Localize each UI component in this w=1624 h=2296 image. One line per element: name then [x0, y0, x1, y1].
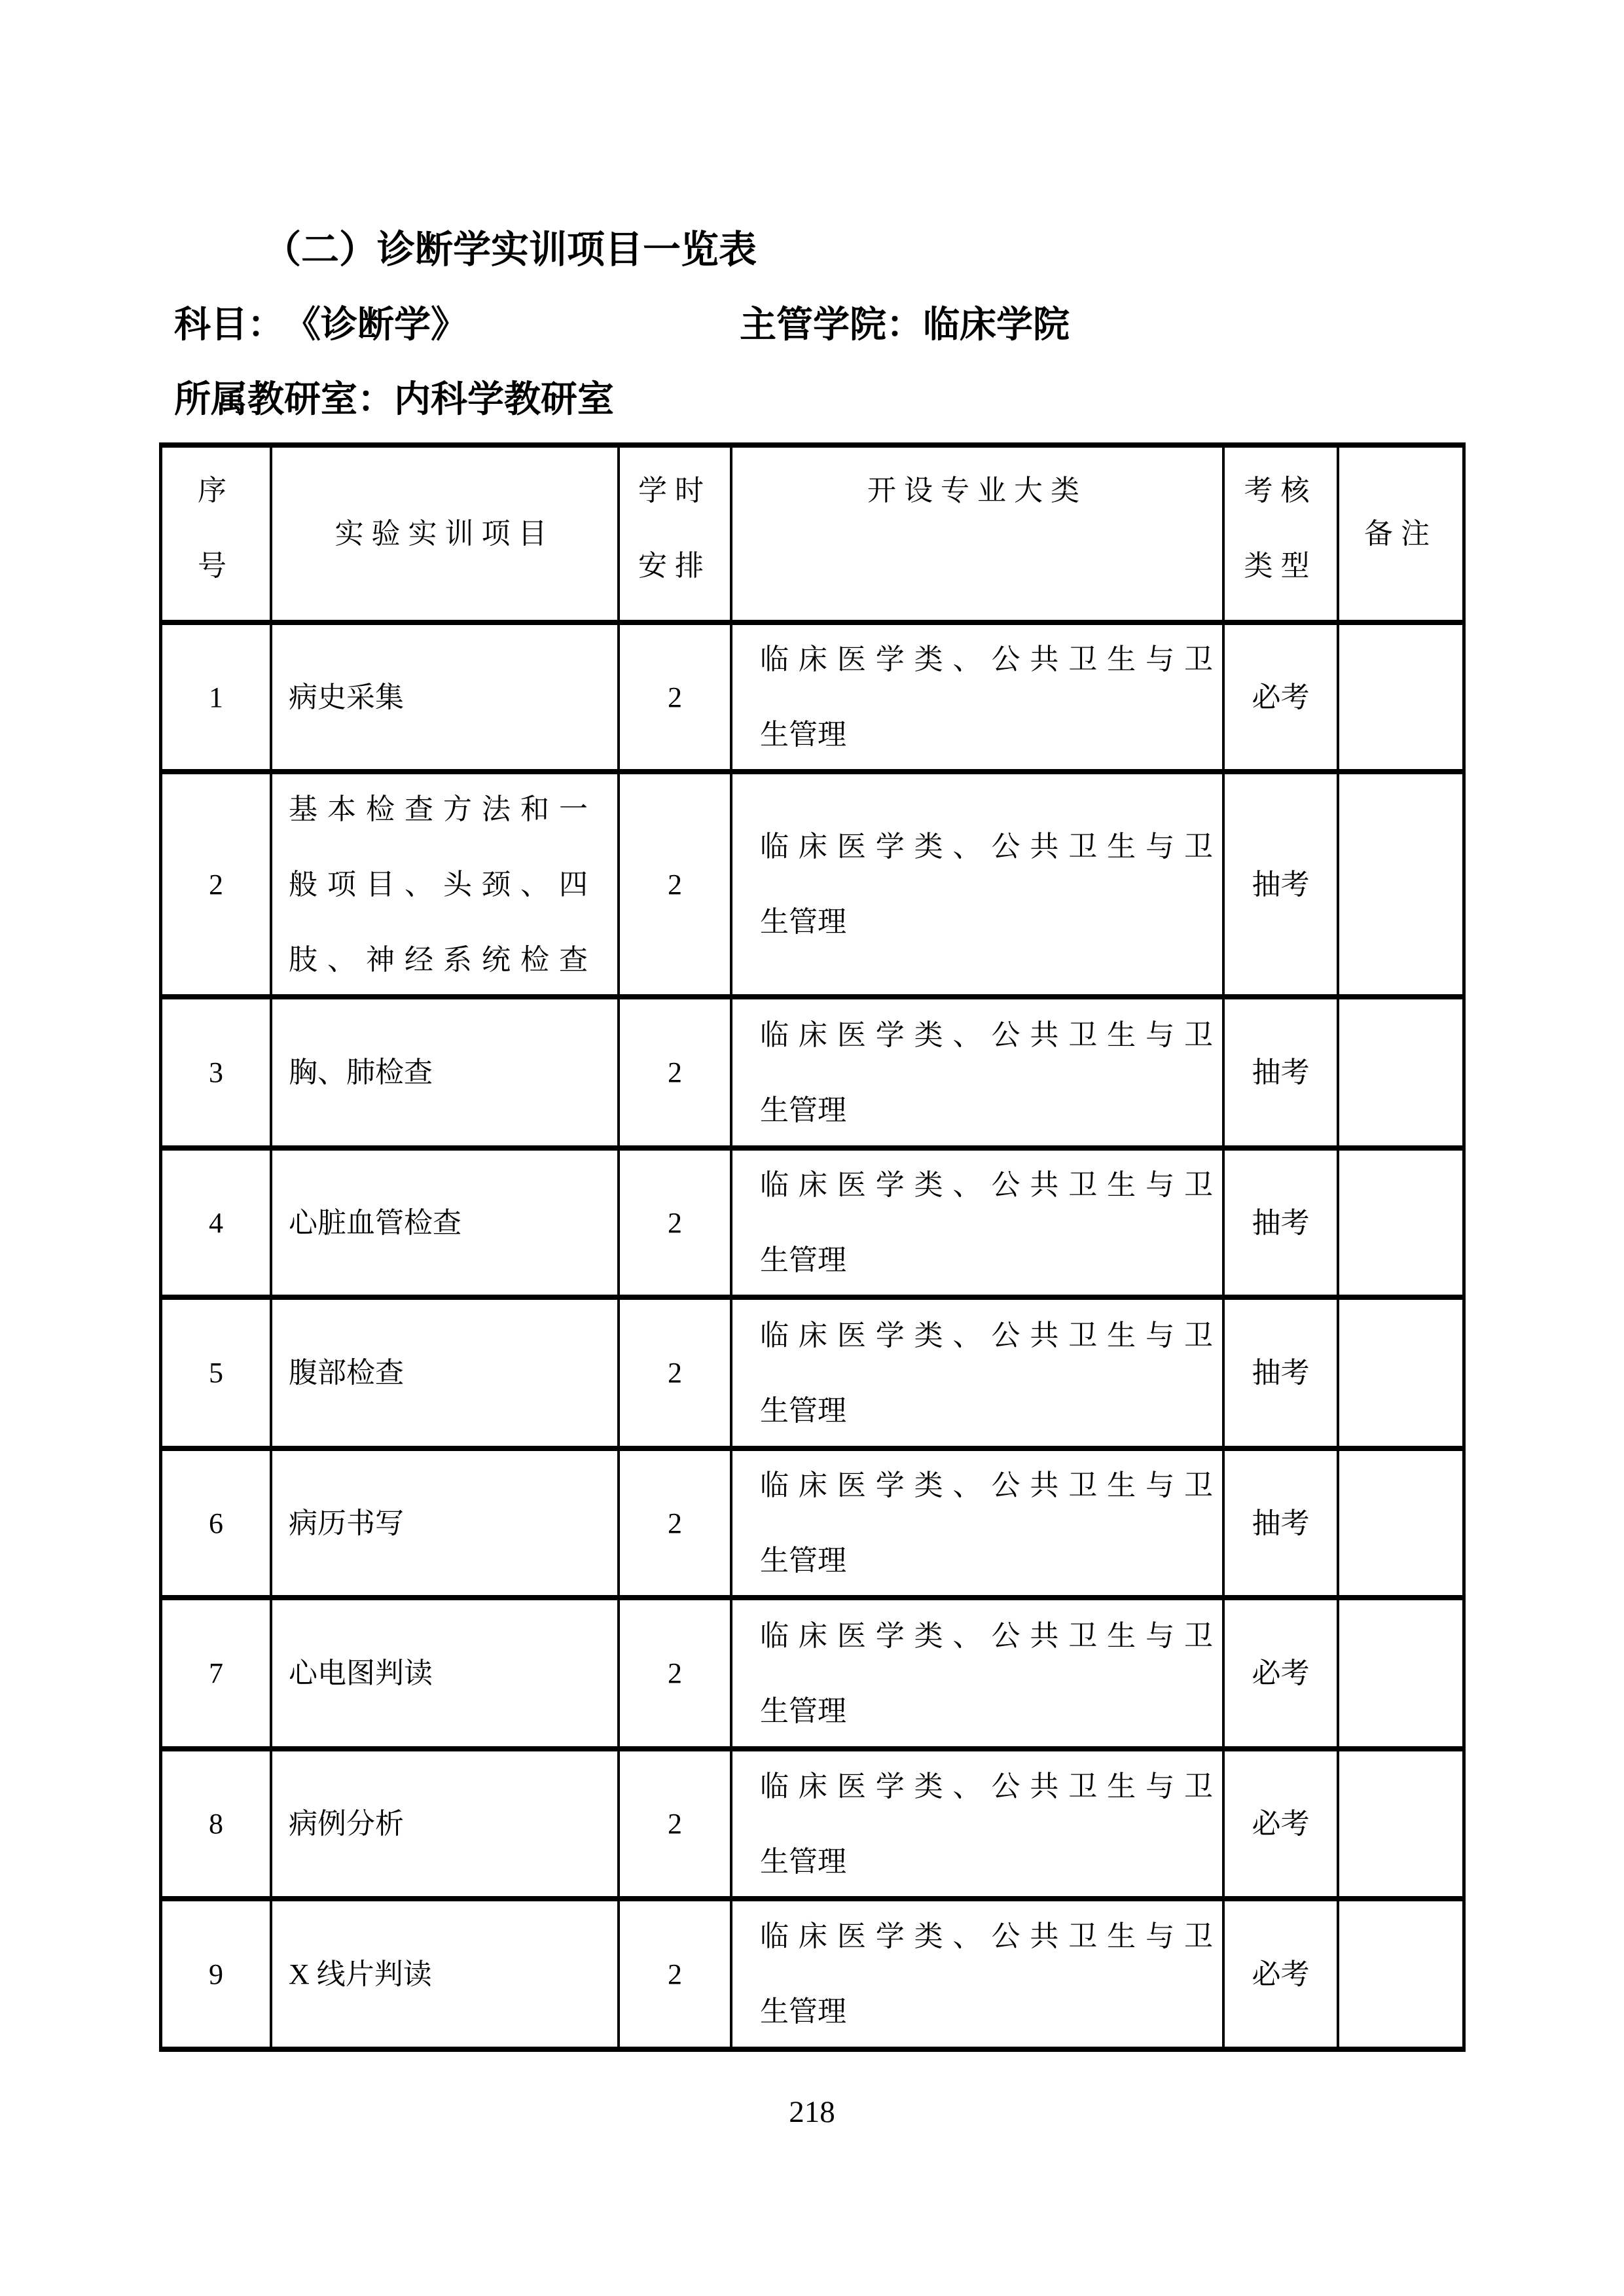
- header-index-line: 号: [198, 550, 234, 582]
- assessment-value: 抽考: [1252, 1357, 1310, 1389]
- remarks-cell: [1337, 1145, 1462, 1295]
- assessment-type: [1222, 1896, 1337, 2047]
- row-index: [162, 1896, 270, 2047]
- header-hours-line: 安排: [638, 550, 712, 582]
- project-name: [270, 769, 617, 994]
- department-label: 所属教研室：内科学教研室: [174, 378, 614, 420]
- page-title: （二）诊断学实训项目一览表: [263, 228, 757, 271]
- assessment-type: [1222, 1295, 1337, 1446]
- project-name: [270, 1295, 617, 1446]
- project-line: 心脏血管检查: [289, 1206, 461, 1239]
- header-assessment: [1222, 448, 1337, 620]
- row-index-value: 1: [209, 681, 223, 713]
- row-index-value: 4: [209, 1206, 223, 1239]
- header-remarks-label: 备注: [1364, 518, 1437, 550]
- majors-value: [730, 1595, 1222, 1746]
- majors-line: 临床医学类、公共卫生与卫: [760, 1018, 1213, 1051]
- hours-value: [617, 1446, 730, 1595]
- hours-number: 2: [668, 1357, 682, 1389]
- row-index: [162, 1446, 270, 1595]
- header-project: [270, 448, 617, 620]
- majors-line: 生管理: [760, 906, 846, 938]
- majors-line: 临床医学类、公共卫生与卫: [760, 831, 1213, 863]
- hours-value: [617, 1746, 730, 1896]
- project-name: [270, 620, 617, 769]
- majors-line: 生管理: [760, 1845, 846, 1878]
- majors-line: 临床医学类、公共卫生与卫: [760, 1469, 1213, 1501]
- majors-line: 临床医学类、公共卫生与卫: [760, 1319, 1213, 1352]
- project-line: 基本检查方法和一: [289, 793, 588, 825]
- assessment-type: [1222, 1446, 1337, 1595]
- hours-number: 2: [668, 1808, 682, 1840]
- assessment-type: [1222, 620, 1337, 769]
- remarks-cell: [1337, 1295, 1462, 1446]
- header-index: [162, 448, 270, 620]
- project-line: 胸、肺检查: [289, 1056, 433, 1088]
- project-name: [270, 994, 617, 1145]
- row-index: [162, 1145, 270, 1295]
- hours-value: [617, 994, 730, 1145]
- header-remarks: [1337, 448, 1462, 620]
- header-index-line: 序: [198, 475, 234, 507]
- page-number: 218: [789, 2095, 835, 2129]
- row-index: [162, 1595, 270, 1746]
- hours-value: [617, 1295, 730, 1446]
- college-label: 主管学院：临床学院: [740, 304, 1070, 345]
- project-name: [270, 1896, 617, 2047]
- project-name: [270, 1446, 617, 1595]
- hours-number: 2: [668, 1056, 682, 1088]
- project-line: 般项目、头颈、四: [289, 868, 588, 901]
- remarks-cell: [1337, 1746, 1462, 1896]
- assessment-type: [1222, 1595, 1337, 1746]
- majors-line: 生管理: [760, 719, 846, 751]
- project-line: 病历书写: [289, 1507, 404, 1539]
- assessment-value: 必考: [1252, 1958, 1310, 1990]
- remarks-cell: [1337, 1595, 1462, 1746]
- majors-line: 临床医学类、公共卫生与卫: [760, 643, 1213, 675]
- header-hours: [617, 448, 730, 620]
- assessment-value: 必考: [1252, 1808, 1310, 1840]
- hours-value: [617, 1145, 730, 1295]
- majors-line: 生管理: [760, 1244, 846, 1276]
- hours-number: 2: [668, 1657, 682, 1689]
- majors-value: [730, 1896, 1222, 2047]
- assessment-value: 抽考: [1252, 868, 1310, 901]
- majors-value: [730, 769, 1222, 994]
- hours-number: 2: [668, 868, 682, 901]
- remarks-cell: [1337, 769, 1462, 994]
- hours-number: 2: [668, 1507, 682, 1539]
- project-line: 病史采集: [289, 681, 404, 713]
- hours-value: [617, 1595, 730, 1746]
- remarks-cell: [1337, 620, 1462, 769]
- assessment-type: [1222, 1746, 1337, 1896]
- assessment-value: 必考: [1252, 681, 1310, 713]
- row-index-value: 9: [209, 1958, 223, 1990]
- row-index-value: 2: [209, 868, 223, 901]
- row-index-value: 7: [209, 1657, 223, 1689]
- header-majors-label: 开设专业大类: [867, 475, 1087, 507]
- majors-value: [730, 1295, 1222, 1446]
- row-index: [162, 620, 270, 769]
- project-line: 腹部检查: [289, 1357, 404, 1389]
- assessment-type: [1222, 769, 1337, 994]
- assessment-type: [1222, 1145, 1337, 1295]
- majors-line: 临床医学类、公共卫生与卫: [760, 1770, 1213, 1803]
- hours-number: 2: [668, 681, 682, 713]
- hours-number: 2: [668, 1958, 682, 1990]
- project-line: 心电图判读: [289, 1657, 433, 1689]
- header-assessment-line: 考核: [1244, 475, 1318, 507]
- experiment-table: [159, 442, 1466, 2052]
- row-index-value: 3: [209, 1056, 223, 1088]
- remarks-cell: [1337, 1446, 1462, 1595]
- row-index: [162, 769, 270, 994]
- header-project-label: 实验实训项目: [334, 518, 555, 550]
- row-index-value: 5: [209, 1357, 223, 1389]
- majors-line: 生管理: [760, 1695, 846, 1727]
- majors-value: [730, 1746, 1222, 1896]
- row-index-value: 6: [209, 1507, 223, 1539]
- majors-value: [730, 620, 1222, 769]
- project-name: [270, 1595, 617, 1746]
- majors-value: [730, 1446, 1222, 1595]
- hours-value: [617, 1896, 730, 2047]
- header-hours-line: 学时: [638, 475, 712, 507]
- assessment-type: [1222, 994, 1337, 1145]
- row-index: [162, 1295, 270, 1446]
- hours-value: [617, 769, 730, 994]
- majors-line: 生管理: [760, 1996, 846, 2028]
- assessment-value: 抽考: [1252, 1056, 1310, 1088]
- remarks-cell: [1337, 1896, 1462, 2047]
- assessment-value: 必考: [1252, 1657, 1310, 1689]
- remarks-cell: [1337, 994, 1462, 1145]
- majors-value: [730, 1145, 1222, 1295]
- header-assessment-line: 类型: [1244, 550, 1318, 582]
- assessment-value: 抽考: [1252, 1507, 1310, 1539]
- project-line: 肢、神经系统检查: [289, 943, 588, 976]
- row-index: [162, 994, 270, 1145]
- majors-line: 临床医学类、公共卫生与卫: [760, 1169, 1213, 1201]
- hours-value: [617, 620, 730, 769]
- hours-number: 2: [668, 1206, 682, 1239]
- majors-value: [730, 994, 1222, 1145]
- majors-line: 临床医学类、公共卫生与卫: [760, 1920, 1213, 1952]
- majors-line: 生管理: [760, 1394, 846, 1427]
- majors-line: 临床医学类、公共卫生与卫: [760, 1619, 1213, 1652]
- majors-line: 生管理: [760, 1094, 846, 1126]
- row-index: [162, 1746, 270, 1896]
- project-name: [270, 1145, 617, 1295]
- project-line: X 线片判读: [289, 1958, 432, 1990]
- header-majors: [730, 448, 1222, 620]
- project-line: 病例分析: [289, 1808, 404, 1840]
- project-name: [270, 1746, 617, 1896]
- majors-line: 生管理: [760, 1545, 846, 1577]
- row-index-value: 8: [209, 1808, 223, 1840]
- subject-label: 科目： 《诊断学》: [174, 304, 467, 345]
- assessment-value: 抽考: [1252, 1206, 1310, 1239]
